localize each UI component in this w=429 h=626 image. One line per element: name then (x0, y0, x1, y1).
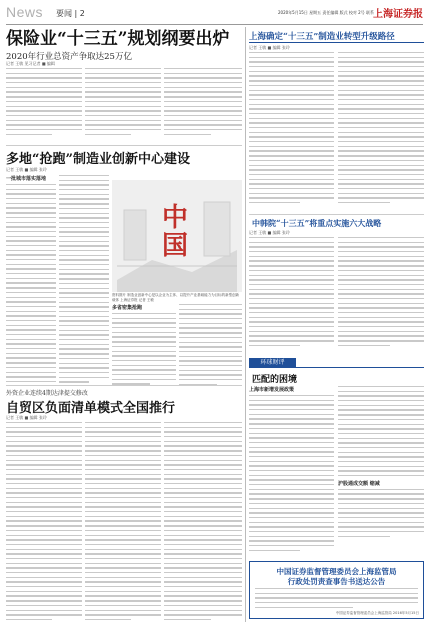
third-body-col-2 (85, 422, 161, 622)
second-body-col-2 (59, 175, 109, 385)
masthead (6, 4, 423, 25)
second-body-col-1 (6, 175, 56, 385)
right-body-2b (338, 237, 424, 355)
column-divider (245, 27, 246, 622)
right-headline-3: 匹配的困境 (252, 375, 298, 385)
second-subheading-1: 一批城市落实落地 (6, 176, 47, 182)
third-headline: 自贸区负面清单模式全国推行 (6, 401, 176, 416)
section-rule (6, 145, 242, 146)
section-rule (6, 385, 242, 386)
right-byline-1: 记者 王敏 ■ 编辑 张玲 (249, 45, 290, 50)
second-headline: 多地“抢跑”制造业创新中心建设 (6, 152, 190, 167)
section-rule-commentary (249, 367, 424, 368)
main-subhead: 2020年行业总资产争取达25万亿 (6, 52, 132, 62)
right-headline-1: 上海确定“十三五”制造业转型升级路径 (249, 32, 395, 42)
section-brand: News (6, 4, 44, 20)
svg-text:国: 国 (162, 231, 189, 261)
main-byline: 记者 王敏 见习记者 ■ 编辑 (6, 61, 55, 66)
right-body-3a (249, 386, 334, 558)
main-body-col-1 (6, 68, 82, 142)
third-body-col-1 (6, 422, 82, 622)
section-label: 要闻 | 2 (56, 9, 85, 18)
regulator-notice-box (249, 561, 424, 619)
notice-title-2: 行政处罚责查事告书送达公告 (287, 577, 386, 586)
issue-meta: 2020年5月15日 星期五 责任编辑 版式 校对 2号 联系 (278, 10, 374, 15)
right-subheading-1: 上海市新增发展政策 (249, 387, 295, 393)
third-body-col-3 (164, 422, 242, 622)
right-body-3b (338, 386, 424, 558)
factory-photo (112, 180, 242, 292)
svg-text:中: 中 (162, 203, 189, 233)
section-rule (249, 214, 424, 215)
main-headline: 保险业“十三五”规划纲要出炉 (6, 29, 230, 49)
photo-caption: 资料图片 制造业创新中心是以企业为主体、以提升产业基础能力为目标的新型创新载体 上海证券报 记者 王敏 (112, 293, 240, 302)
right-rule-1 (249, 42, 424, 43)
right-body-1a (249, 52, 334, 212)
main-body-col-3 (164, 68, 242, 142)
right-headline-2: 中韩院“十三五”将重点实施六大战略 (252, 218, 382, 228)
right-subheading-2: 沪股通成交额 缩减 (338, 480, 380, 487)
notice-body (255, 588, 418, 610)
newspaper-logo: 上海证券报 (373, 9, 423, 20)
second-body-col-3 (112, 304, 176, 386)
third-kicker: 外资企业连续4期达津提交修改 (6, 390, 88, 397)
second-subheading-2: 多省密集抢跑 (112, 305, 143, 311)
notice-title-1: 中国证券监督管理委员会上海监管局 (276, 567, 397, 576)
main-body-col-2 (85, 68, 161, 142)
second-byline: 记者 王敏 ■ 编辑 张玲 (6, 167, 47, 172)
third-byline: 记者 王敏 ■ 编辑 张玲 (6, 415, 47, 420)
right-body-1b (338, 52, 424, 212)
notice-footer: 中国证券监督管理委员会上海监管局 2016年5月15日 (335, 611, 419, 615)
section-tag-commentary: 环球财评 (249, 358, 296, 367)
right-byline-2: 记者 王敏 ■ 编辑 张玲 (249, 230, 290, 235)
second-body-col-4 (179, 304, 242, 386)
right-body-2a (249, 237, 334, 355)
